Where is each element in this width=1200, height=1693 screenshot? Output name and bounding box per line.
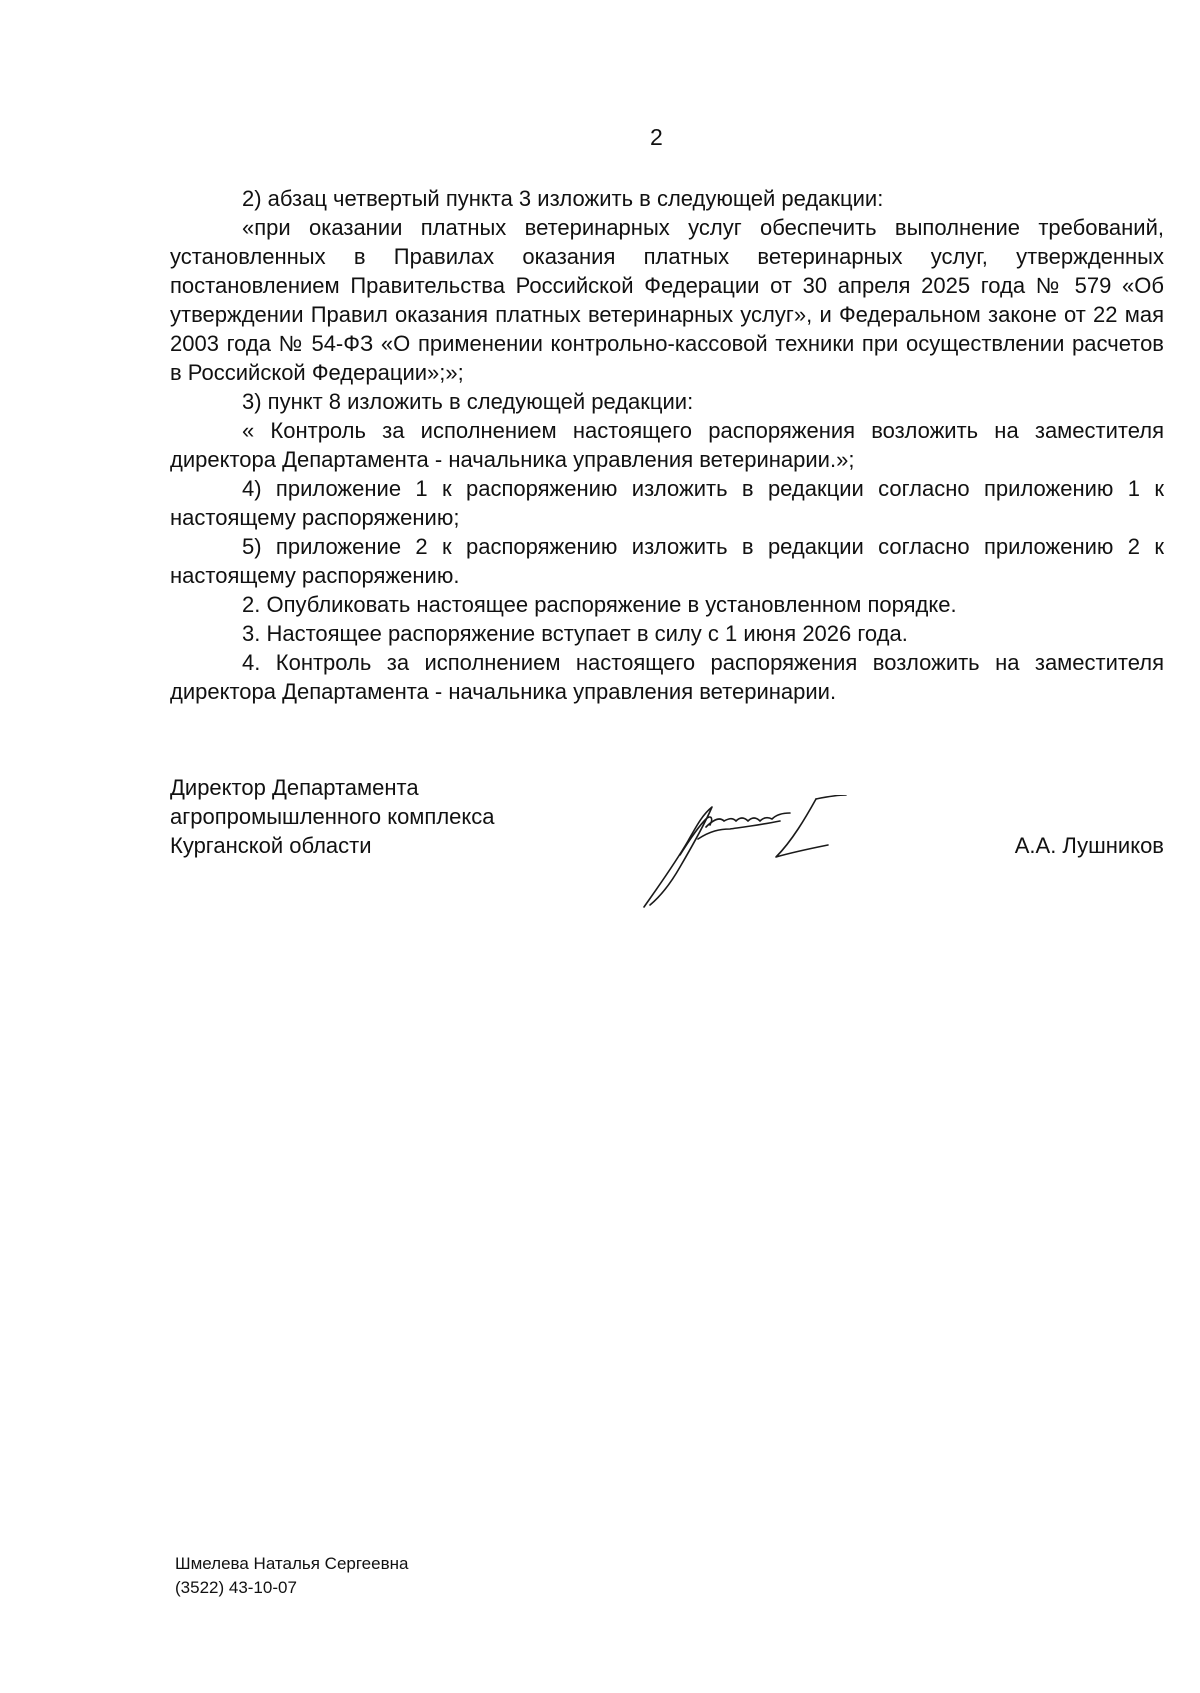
amendment-paragraph-3: 3) пункт 8 изложить в следующей редакции: <box>242 389 694 414</box>
signer-name: А.А. Лушников <box>1014 833 1164 858</box>
amendment-paragraph-2: 2) абзац четвертый пункта 3 изложить в следующей редакции: <box>242 186 884 211</box>
signatory-title <box>170 773 495 860</box>
signatory-title-line-3: Курганской области <box>170 833 372 858</box>
executor-phone: (3522) 43-10-07 <box>175 1578 297 1597</box>
amendment-paragraph-5: 5) приложение 2 к распоряжению изложить в редакции согласно приложению 2 к настоящему распоряжению. <box>170 534 1164 588</box>
signatory-title-line-2: агропромышленного комплекса <box>170 804 495 829</box>
document-body <box>170 184 1164 706</box>
clause-3-effective-date: 3. Настоящее распоряжение вступает в силу с 1 июня 2026 года. <box>242 621 908 646</box>
handwritten-signature-icon <box>640 795 890 910</box>
executor-contact <box>175 1552 408 1600</box>
amendment-paragraph-2-text: «при оказании платных ветеринарных услуг обеспечить выполнение требований, установленных в Правилах оказания платных ветеринарных услуг, утвержденных постановлением Правительства Российской Федерации от 30 апреля 2025 года № 579 «Об утверждении Правил оказания платных ветеринарных услуг», и Федеральном законе от 22 мая 2003 года № 54-ФЗ «О применении контрольно-кассовой техники при осуществлении расчетов в Российской Федерации»;»; <box>170 215 1164 385</box>
executor-name: Шмелева Наталья Сергеевна <box>175 1554 409 1573</box>
amendment-paragraph-4: 4) приложение 1 к распоряжению изложить в редакции согласно приложению 1 к настоящему распоряжению; <box>170 476 1164 530</box>
clause-4-control: 4. Контроль за исполнением настоящего распоряжения возложить на заместителя директора Департамента - начальника управления ветеринарии. <box>170 650 1164 704</box>
clause-2-publish: 2. Опубликовать настоящее распоряжение в установленном порядке. <box>242 592 957 617</box>
page-number: 2 <box>650 124 663 150</box>
signatory-title-line-1: Директор Департамента <box>170 775 419 800</box>
amendment-paragraph-3-text: « Контроль за исполнением настоящего распоряжения возложить на заместителя директора Департамента - начальника управления ветеринарии.»; <box>170 418 1164 472</box>
